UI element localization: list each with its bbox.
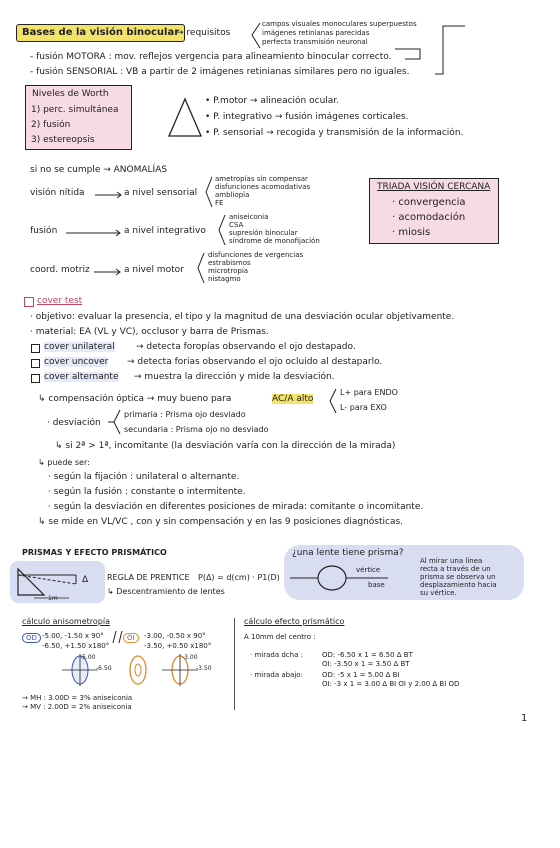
anomalias-title: si no se cumple → ANOMALÍAS [30, 165, 168, 175]
prism-note: Al mirar una línea [420, 557, 483, 565]
anomalia-item: disfunciones de vergencias [208, 251, 304, 259]
delta-label: Δ [82, 575, 89, 585]
anomalia-item: ambliopía [215, 191, 250, 199]
mv-result: → MV : 2.00D = 2% aniseiconia [22, 703, 132, 711]
checkbox-icon [31, 359, 40, 368]
mh-result: → MH : 3.00D = 3% aniseiconia [22, 694, 133, 702]
prism-question: ¿una lente tiene prisma? [292, 548, 404, 558]
arrow-icon [95, 192, 125, 198]
anomalia-left: coord. motriz [30, 265, 90, 275]
lens-diagram [288, 563, 403, 593]
cm-label: 1m [48, 595, 58, 602]
brace-icon [328, 388, 338, 414]
ac-a-highlight: AC/A alto [272, 394, 314, 404]
cover-alternante-title: cover alternante [44, 372, 119, 382]
secundaria: secundaria : Prisma ojo no desviado [124, 425, 269, 434]
anomalia-right: a nivel motor [124, 265, 184, 275]
req-item: imágenes retinianas parecidas [262, 29, 370, 37]
oi-value: -3.50, +0.50 x180° [144, 642, 212, 650]
brace-icon [196, 252, 206, 284]
worth-title: Niveles de Worth [32, 89, 109, 99]
dcha-oi: OI: -3.50 x 1 = 3.50 Δ BT [322, 660, 410, 668]
regla-label: REGLA DE PRENTICE [107, 573, 190, 582]
abajo-oi: OI: -3 x 1 = 3.00 Δ BI OI y 2.00 Δ BI OD [322, 680, 460, 688]
cover-title: cover test [37, 296, 83, 306]
anomalia-item: FE [215, 199, 224, 207]
od-value: -5.00, -1.50 x 90° [42, 632, 104, 640]
anomalia-right: a nivel sensorial [124, 188, 198, 198]
req-item: perfecta transmisión neuronal [262, 38, 368, 46]
comp-optica: ↳ compensación óptica → muy bueno para [38, 394, 232, 404]
brace-icon [250, 22, 262, 50]
cover-uncover-desc: → detecta forias observando el ojo ocluido al destaparlo. [127, 357, 383, 367]
triada-box [369, 178, 499, 244]
anomalia-item: disfunciones acomodativas [215, 183, 311, 191]
brace-icon [217, 214, 227, 246]
cover-unilateral-desc: → detecta foropías observando el ojo destapado. [136, 342, 356, 352]
prism-note: su vértice. [420, 589, 457, 597]
anomalia-item: síndrome de monofijación [229, 237, 320, 245]
oi-value: -3.00, -0.50 x 90° [144, 632, 206, 640]
page-number: 1 [521, 713, 528, 724]
triada-item: · miosis [392, 227, 431, 238]
worth-item: 1) perc. simultánea [31, 105, 119, 115]
l-minus: L- para EXO [340, 403, 387, 412]
anomalia-left: visión nítida [30, 188, 85, 198]
base-label: base [368, 581, 385, 589]
se-mide: ↳ se mide en VL/VC , con y sin compensación y en las 9 posiciones diagnósticas. [38, 517, 404, 527]
puede-item: · según la desviación en diferentes posiciones de mirada: comitante o incomitante. [48, 502, 424, 512]
od-cross-value: -5.00 [80, 654, 96, 661]
cover-uncover-title: cover uncover [44, 357, 109, 367]
puede-item: · según la fusión : constante o intermitente. [48, 487, 246, 497]
cover-material: · material: EA (VL y VC), occlusor y barra de Prismas. [30, 327, 269, 337]
checkbox-icon [24, 297, 34, 307]
dcha-od: OD: -6.50 x 1 = 6.50 Δ BT [322, 651, 413, 659]
prism-note: recta a través de un [420, 565, 491, 573]
triangle-icon [168, 98, 202, 138]
primaria: primaria : Prisma ojo desviado [124, 410, 246, 419]
od-label: OD [22, 633, 41, 643]
anomalia-item: ametropías sin compensar [215, 175, 308, 183]
anomalia-item: estrabismos [208, 259, 251, 267]
descentramiento: ↳ Descentramiento de lentes [107, 587, 225, 596]
req-item: campos visuales monoculares superpuestos [262, 20, 417, 28]
oi-cross-value: -3.00 [182, 654, 198, 661]
vertice-label: vértice [356, 566, 381, 574]
desviacion-label: · desviación [47, 418, 101, 428]
section-title: Bases de la visión binocular [16, 24, 185, 42]
prismas-title: PRISMAS Y EFECTO PRISMÁTICO [22, 548, 167, 557]
anomalia-item: CSA [229, 221, 244, 229]
prism-note: prisma se observa un [420, 573, 496, 581]
worth-item: 3) estereopsis [31, 135, 95, 145]
prism-note: desplazamiento hacia [420, 581, 497, 589]
triada-title: TRIADA VISIÓN CERCANA [377, 182, 491, 192]
mirada-dcha: · mirada dcha : [250, 651, 303, 659]
puede-item: · según la fijación : unilateral o alternante. [48, 472, 240, 482]
cover-unilateral-title: cover unilateral [44, 342, 115, 352]
od-value: -6.50, +1.50 x180° [42, 642, 110, 650]
anomalia-right: a nivel integrativo [124, 226, 206, 236]
fusion-sensorial: - fusión SENSORIAL : VB a partir de 2 imágenes retinianas similares pero no iguales. [30, 67, 410, 77]
anomalia-item: aniseiconia [229, 213, 269, 221]
arrow-icon [94, 269, 124, 275]
oi-label: OI [123, 633, 139, 643]
fusion-motora: - fusión MOTORA : mov. reflejos vergencia para alineamiento binocular correcto. [30, 52, 392, 62]
cover-objetivo: · objetivo: evaluar la presencia, el tipo y la magnitud de una desviación ocular objetivamente. [30, 312, 455, 322]
requisitos-label: → requisitos [176, 28, 231, 38]
anomalia-item: nistagmo [208, 275, 241, 283]
incomitante: ↳ si 2ª > 1ª, incomitante (la desviación varía con la dirección de la mirada) [55, 441, 396, 451]
efecto-title: cálculo efecto prismático [244, 617, 345, 626]
efecto-sub: A 10mm del centro : [244, 633, 316, 641]
brace-icon [204, 176, 214, 208]
worth-box [25, 85, 132, 150]
worth-tri: • P. sensorial → recogida y transmisión de la información. [205, 128, 464, 138]
arrow-brace-icon [108, 408, 122, 436]
checkbox-icon [31, 344, 40, 353]
triada-item: · acomodación [392, 212, 466, 223]
oi-cross-value: -3.50 [196, 665, 212, 672]
l-plus: L+ para ENDO [340, 388, 398, 397]
anomalia-left: fusión [30, 226, 58, 236]
column-divider [234, 618, 235, 710]
worth-item: 2) fusión [31, 120, 71, 130]
prism-diagram [14, 565, 104, 603]
cover-alternante-desc: → muestra la dirección y mide la desviación. [134, 372, 335, 382]
prentice-formula: P(Δ) = d(cm) · P1(D) [198, 573, 280, 582]
od-cross-value: -6.50 [96, 665, 112, 672]
triada-item: · convergencia [392, 197, 466, 208]
power-cross-diagram [60, 656, 230, 696]
aniso-title: cálculo anisometropía [22, 617, 110, 626]
checkbox-icon [31, 374, 40, 383]
puede-ser: ↳ puede ser: [38, 458, 90, 467]
anomalia-item: supresión binocular [229, 229, 298, 237]
worth-tri: • P.motor → alineación ocular. [205, 96, 340, 106]
abajo-od: OD: -5 x 1 = 5.00 Δ BI [322, 671, 400, 679]
anomalia-item: microtropía [208, 267, 249, 275]
arrow-icon [66, 230, 124, 236]
mirada-abajo: · mirada abajo: [250, 671, 303, 679]
worth-tri: • P. integrativo → fusión imágenes corticales. [205, 112, 409, 122]
